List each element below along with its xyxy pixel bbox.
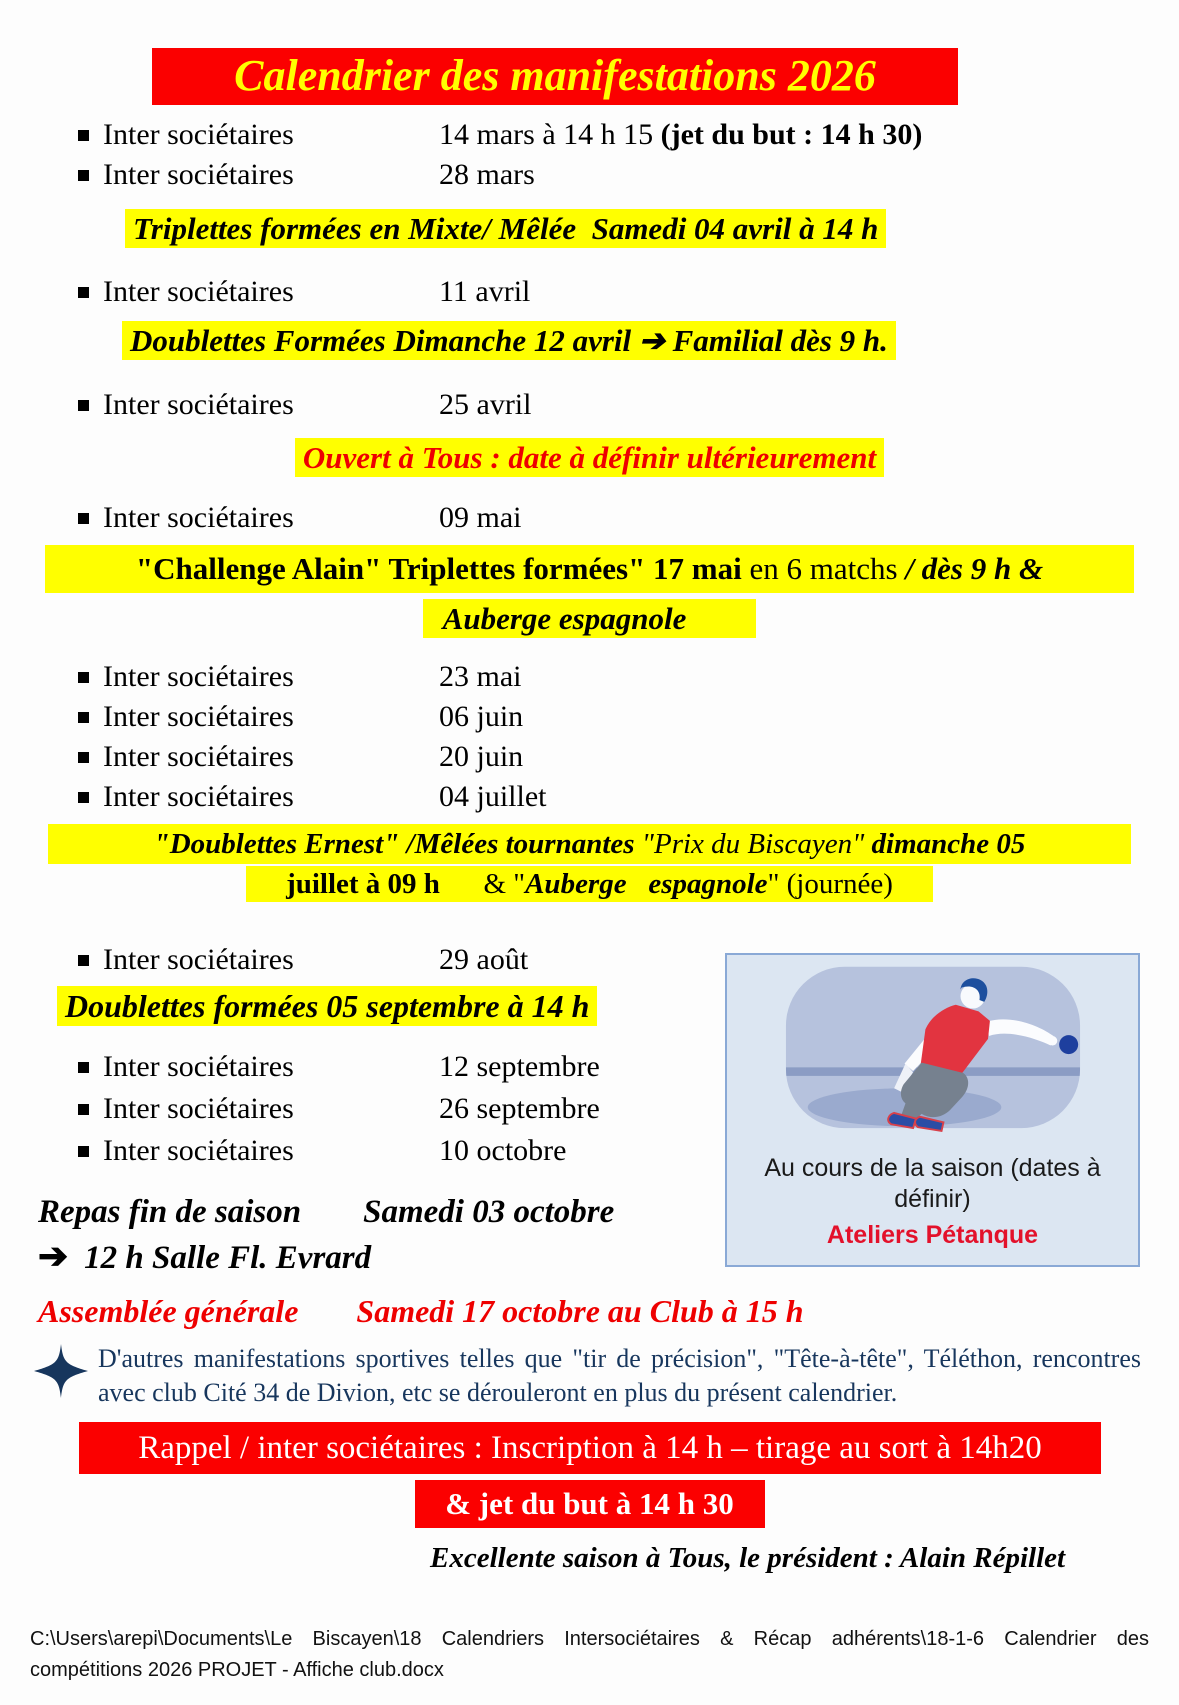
event-row — [0, 385, 1179, 425]
event-date-text: 12 septembre — [439, 1050, 600, 1083]
challenge-banner — [45, 545, 1134, 643]
event-date-text: 29 août — [439, 943, 529, 976]
ernest-banner — [48, 824, 1131, 904]
bullet-square-icon — [78, 287, 89, 298]
event-row — [0, 155, 1179, 195]
highlight-triplettes — [125, 208, 1179, 252]
event-label: Inter sociétaires — [103, 740, 294, 773]
petanque-player-illustration — [753, 963, 1113, 1148]
event-date — [439, 943, 528, 977]
event-date-text: 04 juillet — [439, 780, 547, 813]
highlight-ouvert — [0, 437, 1179, 481]
event-label: Inter sociétaires — [103, 780, 294, 813]
repas-location: 12 h Salle Fl. Evrard — [84, 1240, 372, 1276]
ernest-bold-italic-text: "Doublettes Ernest" /Mêlées tournantes — [153, 828, 642, 860]
event-row — [0, 657, 1179, 697]
bullet-square-icon — [78, 752, 89, 763]
highlight-doublettes-avril — [122, 320, 1179, 364]
challenge-normal-text: en 6 matchs — [741, 551, 906, 586]
bullet-square-icon — [78, 130, 89, 141]
event-date — [439, 780, 547, 814]
highlight-doublettes-avril-text: Doublettes Formées Dimanche 12 avril ➔ Familial dès 9 h. — [122, 321, 896, 360]
event-label: Inter sociétaires — [103, 1092, 294, 1125]
arrow-right-icon: ➔ — [38, 1236, 69, 1276]
event-label: Inter sociétaires — [103, 700, 294, 733]
event-date-text: 09 mai — [439, 501, 522, 534]
ernest-line2-bold-italic: Auberge espagnole — [525, 868, 768, 900]
highlight-ouvert-text: Ouvert à Tous : date à définir ultérieurement — [295, 438, 884, 477]
jet-du-but-text: & jet du but à 14 h 30 — [445, 1486, 734, 1521]
ernest-line2-end: " (journée) — [767, 868, 893, 900]
event-date — [439, 740, 523, 774]
event-label: Inter sociétaires — [103, 1050, 294, 1083]
note-paragraph — [34, 1342, 1141, 1410]
title-banner — [152, 48, 958, 105]
page-title: Calendrier des manifestations 2026 — [234, 51, 876, 100]
event-date-text: 26 septembre — [439, 1092, 600, 1125]
event-row — [0, 498, 1179, 538]
challenge-bold-italic-text: / dès 9 h & — [905, 551, 1044, 586]
challenge-bold-text: "Challenge Alain" Triplettes formées" 17 mai — [135, 551, 742, 586]
ernest-line2-text — [246, 866, 933, 902]
event-date — [439, 1050, 600, 1084]
bullet-square-icon — [78, 513, 89, 524]
bullet-square-icon — [78, 1146, 89, 1157]
repas-date: Samedi 03 octobre — [363, 1194, 615, 1230]
event-label: Inter sociétaires — [103, 1134, 294, 1167]
side-box-caption: Au cours de la saison (dates à définir) — [764, 1154, 1101, 1213]
event-label: Inter sociétaires — [103, 158, 294, 191]
rappel-text: Rappel / inter sociétaires : Inscription à 14 h – tirage au sort à 14h20 — [138, 1430, 1042, 1466]
bullet-square-icon — [78, 792, 89, 803]
bullet-square-icon — [78, 672, 89, 683]
event-label: Inter sociétaires — [103, 943, 294, 976]
assemblee-date: Samedi 17 octobre au Club à 15 h — [356, 1293, 804, 1329]
jet-du-but-banner — [415, 1480, 765, 1528]
event-date — [439, 388, 531, 422]
signature-line: Excellente saison à Tous, le président : Alain Répillet — [430, 1542, 1066, 1574]
ernest-line2-amp: & " — [439, 868, 526, 900]
event-label: Inter sociétaires — [103, 388, 294, 421]
bullet-square-icon — [78, 955, 89, 966]
event-date-text: 10 octobre — [439, 1134, 567, 1167]
event-date-text: 23 mai — [439, 660, 522, 693]
ernest-end-text: dimanche 05 — [871, 828, 1026, 860]
file-path-footer: C:\Users\arepi\Documents\Le Biscayen\18 Calendriers Intersociétaires & Récap adhérents\18-1-6 Calendrier des compétitions 2026 PROJET - Affiche club.docx — [30, 1628, 1149, 1681]
bullet-square-icon — [78, 1104, 89, 1115]
rappel-banner — [79, 1422, 1101, 1474]
event-date-text: 28 mars — [439, 158, 535, 191]
four-pointed-star-icon — [34, 1344, 88, 1398]
ernest-line1 — [48, 824, 1131, 864]
event-date — [439, 660, 522, 694]
repas-label: Repas fin de saison — [38, 1194, 302, 1230]
event-date-bold: (jet du but : 14 h 30) — [660, 118, 923, 151]
event-date — [439, 1134, 566, 1168]
event-row — [0, 115, 1179, 155]
bullet-square-icon — [78, 400, 89, 411]
event-row — [0, 777, 1179, 817]
event-row — [0, 697, 1179, 737]
note-text: D'autres manifestations sportives telles que "tir de précision", "Tête-à-tête", Téléthon, rencontres avec club Cité 34 de Divion, etc se dérouleront en plus du présent calendrier. — [98, 1344, 1141, 1407]
assemblee-line — [0, 1290, 1179, 1332]
event-row — [0, 737, 1179, 777]
event-label: Inter sociétaires — [103, 501, 294, 534]
event-label: Inter sociétaires — [103, 660, 294, 693]
event-date-text: 11 avril — [439, 275, 531, 308]
highlight-doublettes-sept-text: Doublettes formées 05 septembre à 14 h — [57, 986, 597, 1026]
event-date — [439, 700, 523, 734]
event-date-text: 20 juin — [439, 740, 524, 773]
challenge-line2 — [45, 595, 1134, 643]
ernest-line2 — [48, 864, 1131, 904]
ernest-line2-bold: juillet à 09 h — [286, 868, 440, 900]
bullet-square-icon — [78, 712, 89, 723]
assemblee-label: Assemblée générale — [38, 1293, 299, 1329]
event-label: Inter sociétaires — [103, 275, 294, 308]
challenge-line1 — [45, 545, 1134, 593]
event-date — [439, 1092, 600, 1126]
event-date — [439, 158, 535, 192]
event-date — [439, 118, 922, 152]
event-date-text: 14 mars à 14 h 15 — [439, 118, 661, 151]
event-date — [439, 275, 530, 309]
highlight-triplettes-text: Triplettes formées en Mixte/ Mêlée Samedi 04 avril à 14 h — [125, 209, 886, 248]
ernest-italic-text: "Prix du Biscayen" — [641, 828, 872, 860]
event-label: Inter sociétaires — [103, 118, 294, 151]
bullet-square-icon — [78, 1062, 89, 1073]
event-date-text: 06 juin — [439, 700, 524, 733]
ateliers-petanque-label: Ateliers Pétanque — [826, 1221, 1039, 1249]
ateliers-petanque-box — [725, 953, 1140, 1267]
event-row — [0, 272, 1179, 312]
event-date-text: 25 avril — [439, 388, 532, 421]
event-date — [439, 501, 522, 535]
challenge-line2-text: Auberge espagnole — [423, 599, 757, 638]
bullet-square-icon — [78, 170, 89, 181]
